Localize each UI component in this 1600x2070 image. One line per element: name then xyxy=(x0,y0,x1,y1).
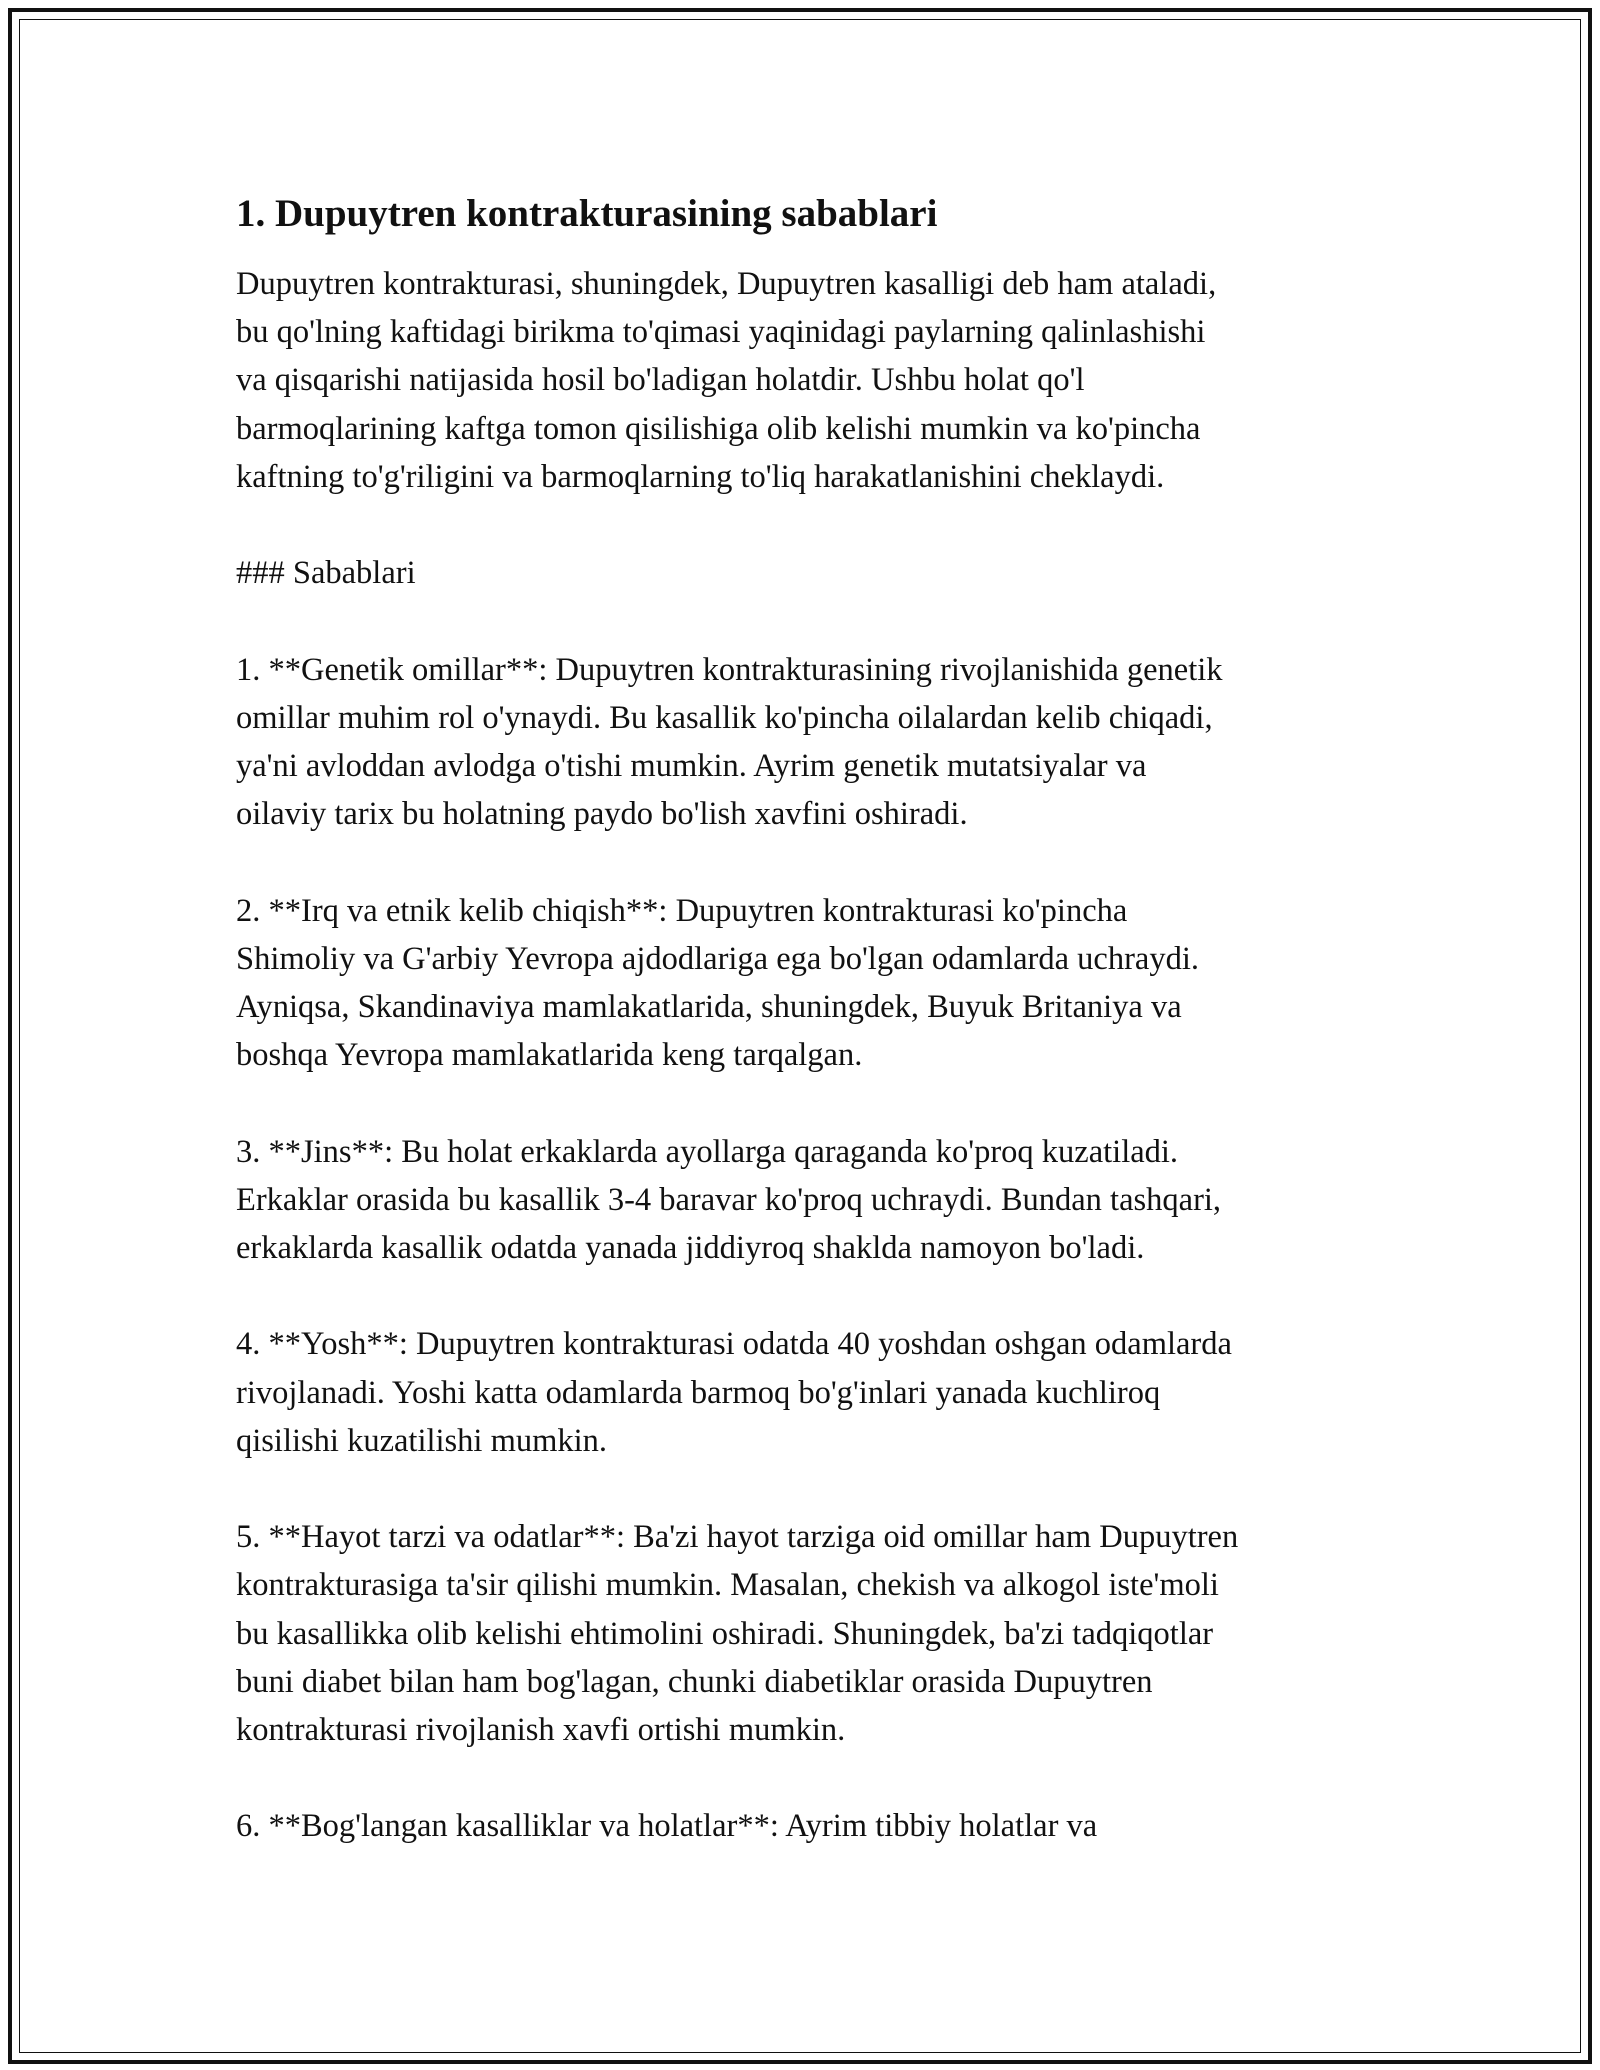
list-item-genetic-factors: 1. **Genetik omillar**: Dupuytren kontrakturasining rivojlanishida genetik omillar muhim rol o'ynaydi. Bu kasallik ko'pincha oilalardan kelib chiqadi, ya'ni avloddan avlodga o'tishi mumkin. Ayrim genetik mutatsiyalar va oilaviy tarix bu holatning paydo bo'lish xavfini oshiradi. xyxy=(236,651,1223,833)
intro-paragraph: Dupuytren kontrakturasi, shuningdek, Dupuytren kasalligi deb ham ataladi, bu qo'lning kaftidagi birikma to'qimasi yaqinidagi paylarning qalinlashishi va qisqarishi natijasida hosil bo'ladigan holatdir. Ushbu holat qo'l barmoqlarining kaftga tomon qisilishiga olib kelishi mumkin va ko'pincha kaftning to'g'riligini va barmoqlarning to'liq harakatlanishini cheklaydi. xyxy=(236,266,1217,495)
list-item-race-ethnicity: 2. **Irq va etnik kelib chiqish**: Dupuytren kontrakturasi ko'pincha Shimoliy va G'arbiy Yevropa ajdodlariga ega bo'lgan odamlarda uchraydi. Ayniqsa, Skandinaviya mamlakatlarida, shuningdek, Buyuk Britaniya va boshqa Yevropa mamlakatlarida keng tarqalgan. xyxy=(236,892,1199,1074)
list-item-related-conditions: 6. **Bog'langan kasalliklar va holatlar**: Ayrim tibbiy holatlar va xyxy=(236,1808,1098,1845)
list-item-age: 4. **Yosh**: Dupuytren kontrakturasi odatda 40 yoshdan oshgan odamlarda rivojlanadi. Yoshi katta odamlarda barmoq bo'g'inlari yanada kuchliroq qisilishi kuzatilishi mumkin. xyxy=(236,1326,1232,1459)
document-body xyxy=(236,186,1376,1899)
section-heading: ### Sabablari xyxy=(236,555,416,592)
list-item-lifestyle: 5. **Hayot tarzi va odatlar**: Ba'zi hayot tarziga oid omillar ham Dupuytren kontrakturasiga ta'sir qilishi mumkin. Masalan, chekish va alkogol iste'moli bu kasallikka olib kelishi ehtimolini oshiradi. Shuningdek, ba'zi tadqiqotlar buni diabet bilan ham bog'lagan, chunki diabetiklar orasida Dupuytren kontrakturasi rivojlanish xavfi ortishi mumkin. xyxy=(236,1519,1239,1748)
list-item-sex: 3. **Jins**: Bu holat erkaklarda ayollarga qaraganda ko'proq kuzatiladi. Erkaklar orasida bu kasallik 3-4 baravar ko'proq uchraydi. Bundan tashqari, erkaklarda kasallik odatda yanada jiddiyroq shaklda namoyon bo'ladi. xyxy=(236,1133,1222,1266)
document-title: 1. Dupuytren kontrakturasining sabablari xyxy=(236,192,938,235)
